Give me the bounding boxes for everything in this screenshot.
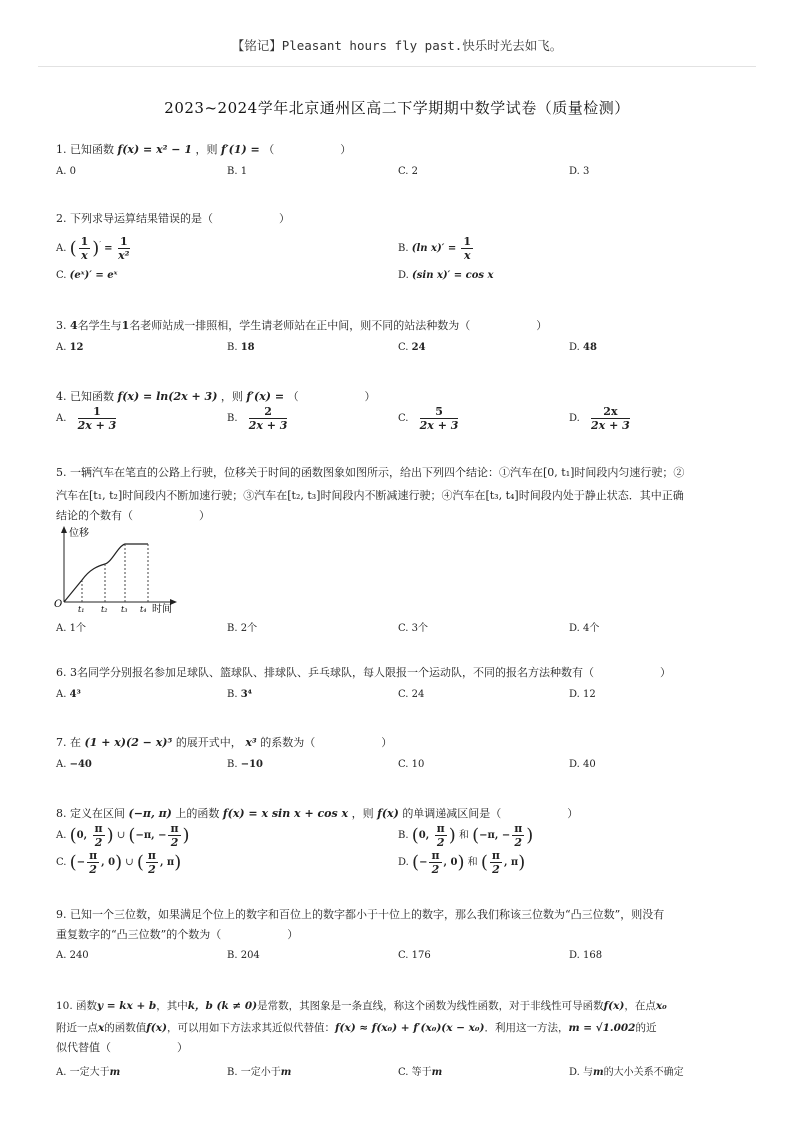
question-1-stem [56, 138, 351, 162]
q5-option-d[interactable]: D. 4个 [569, 623, 600, 634]
x-axis-label: 时间 [152, 604, 172, 615]
q1-math-derivative: f′(1) = [220, 143, 260, 156]
q10-option-b[interactable] [227, 1063, 291, 1078]
q4-a-numerator: 1 [78, 405, 117, 419]
q3-b-value: 18 [240, 342, 255, 353]
q8-option-b[interactable]: B. (0, $\frac{\pi}{2}$ ) 和 (−π, − $\frac{\pi}{2}$ ) [398, 822, 534, 849]
q8-c-union: ∪ [125, 857, 134, 868]
q8-math-interval: (−π, π) [128, 807, 172, 820]
question-10-line-1 [56, 994, 667, 1018]
displacement-time-graph [50, 524, 190, 616]
q1-text-c: （ ） [263, 143, 352, 156]
y-axis-arrow [61, 526, 67, 533]
q3-num-teachers: 1 [121, 319, 130, 332]
q10-d-text-a: D. 与 [569, 1067, 594, 1078]
q7-b-value: −10 [240, 759, 264, 770]
q8-option-d[interactable]: D. (− $\frac{\pi}{2}$ , 0) 和 ( $\frac{\pi}{2}$ , π) [398, 849, 526, 876]
q10-l1-linear: y = kx + b [97, 1000, 157, 1012]
q8-text-a: 8. 定义在区间 [56, 807, 125, 820]
q2-b-label: B. [398, 243, 409, 254]
q6-option-b[interactable]: B. 3⁴ [227, 689, 253, 700]
q8-option-c[interactable]: C. (− $\frac{\pi}{2}$ , 0) ∪ ( $\frac{\pi}{2}$ , π) [56, 849, 182, 876]
q10-c-text: C. 等于 [398, 1067, 432, 1078]
q10-a-text: A. 一定大于 [56, 1067, 110, 1078]
q3-text-a: 3. [56, 319, 70, 332]
q2-d-label: D. [398, 270, 409, 281]
q4-b-numerator: 2 [249, 405, 288, 419]
q4-option-c[interactable]: C. $\frac{5}{2x + 3}$ [398, 405, 459, 432]
q8-math-function: f(x) = x sin x + cos x [222, 807, 349, 820]
question-5-line-2: 汽车在[t₁, t₂]时间段内不断加速行驶；③汽车在[t₂, t₃]时间段内不断减速行驶；④汽车在[t₃, t₄]时间段内处于静止状态．其中正确 [56, 489, 684, 502]
q10-l2-m: m = √1.002 [568, 1022, 636, 1034]
q1-text-b: ，则 [195, 143, 218, 156]
q10-l1-b: ，其中 [156, 1000, 188, 1012]
q3-a-value: 12 [69, 342, 84, 353]
q4-text-a: 4. 已知函数 [56, 390, 114, 403]
q5-option-c[interactable]: C. 3个 [398, 623, 429, 634]
q10-b-text: B. 一定小于 [227, 1067, 281, 1078]
question-9-line-2: 重复数字的“凸三位数”的个数为（ ） [56, 928, 299, 941]
q2-option-c[interactable] [56, 270, 117, 281]
t1-label: t₁ [78, 605, 85, 614]
q10-l2-fx: f(x) [146, 1022, 167, 1034]
q2-option-b[interactable]: B. (ln x)′ = $\frac{1}{x}$ [398, 235, 472, 262]
q4-option-d[interactable]: D. $\frac{2x}{2x + 3}$ [569, 405, 630, 432]
question-9-line-1: 9. 已知一个三位数，如果满足个位上的数字和百位上的数字都小于十位上的数字，那么我们称该三位数为“凸三位数”，则没有 [56, 908, 665, 921]
q9-option-c[interactable]: C. 176 [398, 950, 431, 961]
q1-text-a: 1. 已知函数 [56, 143, 114, 156]
q8-text-c: ，则 [351, 807, 374, 820]
q1-option-b[interactable]: B. 1 [227, 166, 248, 177]
q5-option-b[interactable]: B. 2个 [227, 623, 258, 634]
q10-l1-fx: f(x) [603, 1000, 625, 1012]
q7-option-c[interactable]: C. 10 [398, 759, 425, 770]
q10-l2-c: 的函数值 [104, 1022, 147, 1034]
origin-label: O [54, 599, 63, 610]
q6-option-c[interactable]: C. 24 [398, 689, 425, 700]
q2-option-a[interactable]: A. ( $\frac{1}{x}$ )′ = $\frac{1}{\text{x²}}$ [56, 235, 130, 262]
q4-c-denominator: 2x + 3 [419, 419, 459, 432]
q10-l1-d: 是常数，其图象是一条直线，称这个函数为线性函数，对于非线性可导函数 [257, 1000, 604, 1012]
header-divider [38, 66, 756, 67]
q7-option-a[interactable]: A. −40 [56, 759, 92, 770]
q6-a-value: 4³ [69, 689, 81, 700]
q3-c-value: 24 [411, 342, 426, 353]
q4-option-a[interactable]: A. $\frac{1}{2x + 3}$ [56, 405, 117, 432]
q10-l2-g: ．利用这一方法， [484, 1022, 569, 1034]
q2-b-math: (ln x)′ = [411, 243, 457, 254]
q1-option-a[interactable]: A. 0 [56, 166, 76, 177]
q10-option-c[interactable] [398, 1063, 442, 1078]
q7-text-b: 的展开式中， [175, 736, 242, 749]
q10-l2-e: ，可以用如下方法求其近似代替值： [166, 1022, 335, 1034]
question-3-stem [56, 314, 547, 338]
q8-a-union: ∪ [116, 830, 126, 841]
q9-option-d[interactable]: D. 168 [569, 950, 603, 961]
q2-a-label: A. [56, 243, 67, 254]
q8-math-fx: f(x) [377, 807, 399, 820]
q3-text-c: 名老师站成一排照相，学生请老师站在正中间，则不同的站法种数为（ ） [129, 319, 548, 332]
page-header-motto: 【铭记】Pleasant hours fly past.快乐时光去如飞。 [231, 38, 563, 53]
q10-c-m: m [431, 1067, 443, 1078]
question-7-stem [56, 731, 392, 755]
q7-text-a: 7. 在 [56, 736, 81, 749]
exam-title: 2023~2024学年北京通州区高二下学期期中数学试卷（质量检测） [164, 99, 630, 117]
q10-l2-x: x [98, 1022, 105, 1034]
q10-l1-a: 10. 函数 [56, 1000, 98, 1012]
q8-option-a[interactable]: A. (0, $\frac{\pi}{2}$ ) ∪ (−π, − $\frac{\pi}{2}$ ) [56, 822, 190, 849]
q3-num-students: 4 [70, 319, 78, 332]
q10-d-m: m [593, 1067, 604, 1078]
q10-d-text-b: 的大小关系不确定 [603, 1067, 684, 1078]
q1-math-function: f(x) = x² − 1 [117, 143, 192, 156]
q2-option-d[interactable] [398, 270, 493, 281]
q1-option-d[interactable]: D. 3 [569, 166, 590, 177]
q7-math-term: x³ [245, 736, 257, 749]
q4-text-c: （ ） [287, 390, 376, 403]
q10-a-m: m [109, 1067, 121, 1078]
q8-text-d: 的单调递减区间是（ ） [402, 807, 579, 820]
q7-math-expression: (1 + x)(2 − x)⁵ [84, 736, 173, 749]
q8-d-and: 和 [467, 857, 478, 868]
q3-option-d[interactable]: D. 48 [569, 342, 597, 353]
q6-option-d[interactable]: D. 12 [569, 689, 596, 700]
y-axis-label: 位移 [69, 528, 89, 539]
q6-option-a[interactable]: A. 4³ [56, 689, 81, 700]
q4-c-numerator: 5 [420, 405, 459, 419]
t4-label: t₄ [140, 605, 147, 614]
question-10-line-3: 似代替值（ ） [56, 1041, 188, 1054]
q5-option-a[interactable]: A. 1个 [56, 623, 86, 634]
q4-option-b[interactable]: B. $\frac{2}{2x + 3}$ [227, 405, 288, 432]
q4-text-b: ，则 [220, 390, 243, 403]
question-5-line-3: 结论的个数有（ ） [56, 509, 210, 522]
q9-option-a[interactable]: A. 240 [56, 950, 89, 961]
q10-l2-a: 附近一点 [56, 1022, 98, 1034]
q2-d-math: (sin x)′ = cos x [412, 270, 494, 281]
q2-c-label: C. [56, 270, 67, 281]
q7-option-d[interactable]: D. 40 [569, 759, 596, 770]
q3-text-b: 名学生与 [77, 319, 122, 332]
question-2-stem: 2. 下列求导运算结果错误的是（ ） [56, 212, 290, 225]
q3-option-c[interactable]: C. 24 [398, 342, 426, 353]
t3-label: t₃ [121, 605, 128, 614]
q10-l1-x0: x₀ [655, 1000, 667, 1012]
q1-option-c[interactable]: C. 2 [398, 166, 419, 177]
q3-d-value: 48 [583, 342, 597, 353]
q8-b-and: 和 [458, 830, 469, 841]
q4-d-numerator: 2x [591, 405, 630, 419]
q10-l1-f: ，在点 [624, 1000, 656, 1012]
q7-option-b[interactable]: B. −10 [227, 759, 264, 770]
t2-label: t₂ [101, 605, 108, 614]
q4-math-derivative: f′(x) = [246, 390, 285, 403]
q10-l1-kb: k，b (k ≠ 0) [187, 1000, 258, 1012]
q4-a-denominator: 2x + 3 [77, 419, 117, 432]
q4-b-denominator: 2x + 3 [248, 419, 288, 432]
q10-l2-i: 的近 [635, 1022, 657, 1034]
q4-math-function: f(x) = ln(2x + 3) [117, 390, 218, 403]
q9-option-b[interactable]: B. 204 [227, 950, 260, 961]
q7-a-value: −40 [69, 759, 92, 770]
q8-text-b: 上的函数 [175, 807, 220, 820]
q10-l2-approx: f(x) ≈ f(x₀) + f′(x₀)(x − x₀) [334, 1022, 485, 1034]
q2-c-math: (eˣ)′ = eˣ [69, 270, 118, 281]
displacement-curve [64, 544, 148, 602]
q7-text-c: 的系数为（ ） [260, 736, 393, 749]
question-6-stem: 6. 3名同学分别报名参加足球队、篮球队、排球队、乒乓球队，每人限报一个运动队，不同的报名方法种数有（ ） [56, 666, 671, 679]
q6-b-value: 3⁴ [240, 689, 253, 700]
q10-b-m: m [280, 1067, 292, 1078]
q4-d-denominator: 2x + 3 [591, 419, 630, 432]
question-5-line-1: 5. 一辆汽车在笔直的公路上行驶，位移关于时间的函数图象如图所示，给出下列四个结论：①汽车在[0, t₁]时间段内匀速行驶；② [56, 466, 685, 479]
q10-option-a[interactable] [56, 1063, 120, 1078]
q3-option-a[interactable]: A. 12 [56, 342, 84, 353]
q10-option-d[interactable] [569, 1063, 684, 1078]
q3-option-b[interactable]: B. 18 [227, 342, 255, 353]
